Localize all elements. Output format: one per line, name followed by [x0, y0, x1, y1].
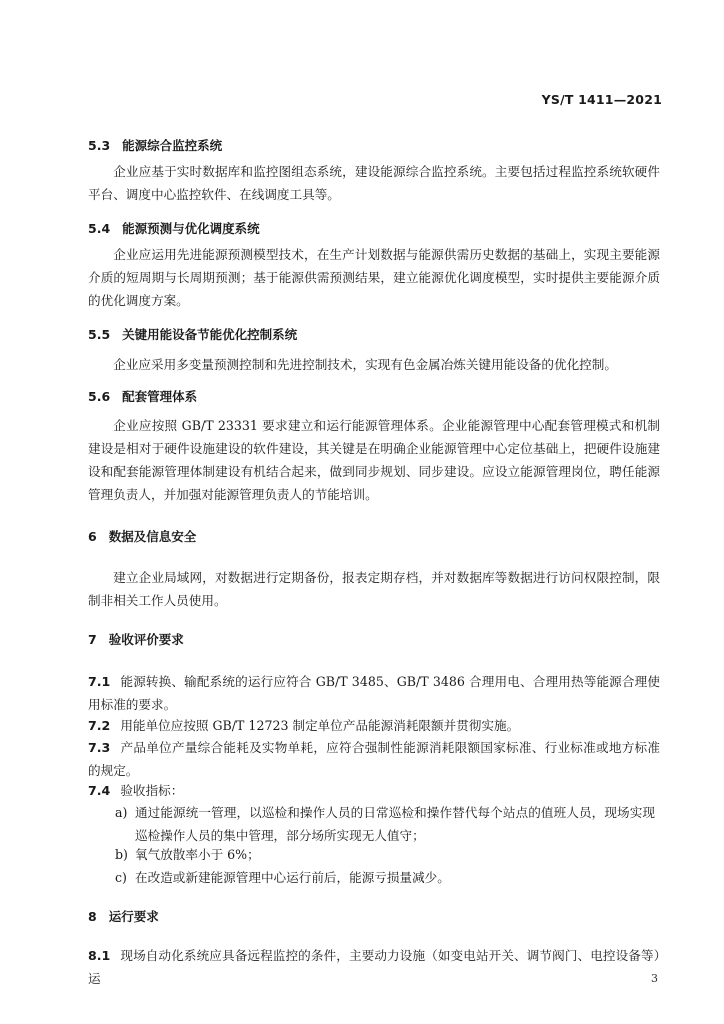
section-number: 5.4	[88, 221, 111, 236]
section-title: 验收评价要求	[108, 632, 184, 647]
list-item-text: 氧气放散率小于 6%；	[135, 847, 260, 862]
standard-code: YS/T 1411—2021	[541, 92, 662, 107]
clause-7-2	[88, 714, 660, 737]
paragraph-5-4: 企业应运用先进能源预测模型技术，在生产计划数据与能源供需历史数据的基础上，实现主要能源介质的短周期与长周期预测；基于能源供需预测结果，建立能源优化调度模型，实时提供主要能源介质的优化调度方案。	[88, 247, 660, 308]
list-item-a	[115, 801, 660, 847]
section-number: 5.5	[88, 327, 111, 342]
clause-text: 能源转换、输配系统的运行应符合 GB/T 3485、GB/T 3486 合理用电、合理用热等能源合理使用标准的要求。	[88, 674, 660, 712]
page-number: 3	[651, 972, 658, 985]
section-number: 5.3	[88, 138, 111, 153]
section-title: 运行要求	[108, 909, 159, 924]
list-item-text: 通过能源统一管理，以巡检和操作人员的日常巡检和操作替代每个站点的值班人员，现场实现巡检操作人员的集中管理，部分场所实现无人值守；	[135, 805, 655, 843]
section-number: 6	[88, 529, 97, 544]
section-title: 能源预测与优化调度系统	[122, 221, 260, 236]
paragraph-6: 建立企业局域网，对数据进行定期备份，报表定期存档，并对数据库等数据进行访问权限控制，限制非相关工作人员使用。	[88, 570, 660, 608]
clause-7-1	[88, 670, 660, 716]
clause-text: 验收指标：	[120, 783, 184, 798]
section-title: 配套管理体系	[122, 389, 198, 404]
clause-number: 7.2	[88, 718, 111, 733]
clause-text: 用能单位应按照 GB/T 12723 制定单位产品能源消耗限额并贯彻实施。	[120, 718, 520, 733]
clause-number: 7.4	[88, 783, 111, 798]
section-heading-5-5	[88, 325, 297, 343]
list-item-text: 在改造或新建能源管理中心运行前后，能源亏损量减少。	[135, 870, 450, 885]
section-title: 数据及信息安全	[108, 529, 197, 544]
section-heading-8	[88, 907, 159, 925]
section-number: 7	[88, 632, 97, 647]
paragraph-5-6: 企业应按照 GB/T 23331 要求建立和运行能源管理体系。企业能源管理中心配套管理模式和机制建设是相对于硬件设施建设的软件建设，其关键是在明确企业能源管理中心定位基础上，把硬件设施建设和配套能源管理体制建设有机结合起来，做到同步规划、同步建设。应设立能源管理岗位，聘任能源管理负责人，并加强对能源管理负责人的节能培训。	[88, 418, 660, 502]
clause-number: 7.1	[88, 674, 111, 689]
section-heading-6	[88, 527, 196, 545]
clause-text: 产品单位产量综合能耗及实物单耗，应符合强制性能源消耗限额国家标准、行业标准或地方标准的规定。	[88, 740, 660, 778]
section-title: 能源综合监控系统	[122, 138, 223, 153]
section-heading-5-6	[88, 387, 197, 405]
list-marker: b)	[115, 847, 128, 862]
list-item-c	[115, 866, 660, 889]
section-heading-5-3	[88, 136, 222, 154]
section-number: 5.6	[88, 389, 111, 404]
clause-8-1	[88, 944, 660, 990]
list-marker: a)	[115, 805, 128, 820]
section-heading-5-4	[88, 219, 260, 237]
section-title: 关键用能设备节能优化控制系统	[122, 327, 298, 342]
paragraph-5-3: 企业应基于实时数据库和监控图组态系统，建设能源综合监控系统。主要包括过程监控系统软硬件平台、调度中心监控软件、在线调度工具等。	[88, 164, 660, 202]
list-marker: c)	[115, 870, 127, 885]
clause-7-4	[88, 779, 660, 802]
paragraph-5-5: 企业应采用多变量预测控制和先进控制技术，实现有色金属冶炼关键用能设备的优化控制。	[113, 357, 617, 372]
section-heading-7	[88, 630, 184, 648]
list-item-b	[115, 843, 660, 866]
clause-number: 8.1	[88, 948, 111, 963]
section-number: 8	[88, 909, 97, 924]
clause-number: 7.3	[88, 740, 111, 755]
clause-text: 现场自动化系统应具备远程监控的条件，主要动力设施（如变电站开关、调节阀门、电控设备等）运	[88, 948, 660, 986]
clause-7-3	[88, 736, 660, 782]
